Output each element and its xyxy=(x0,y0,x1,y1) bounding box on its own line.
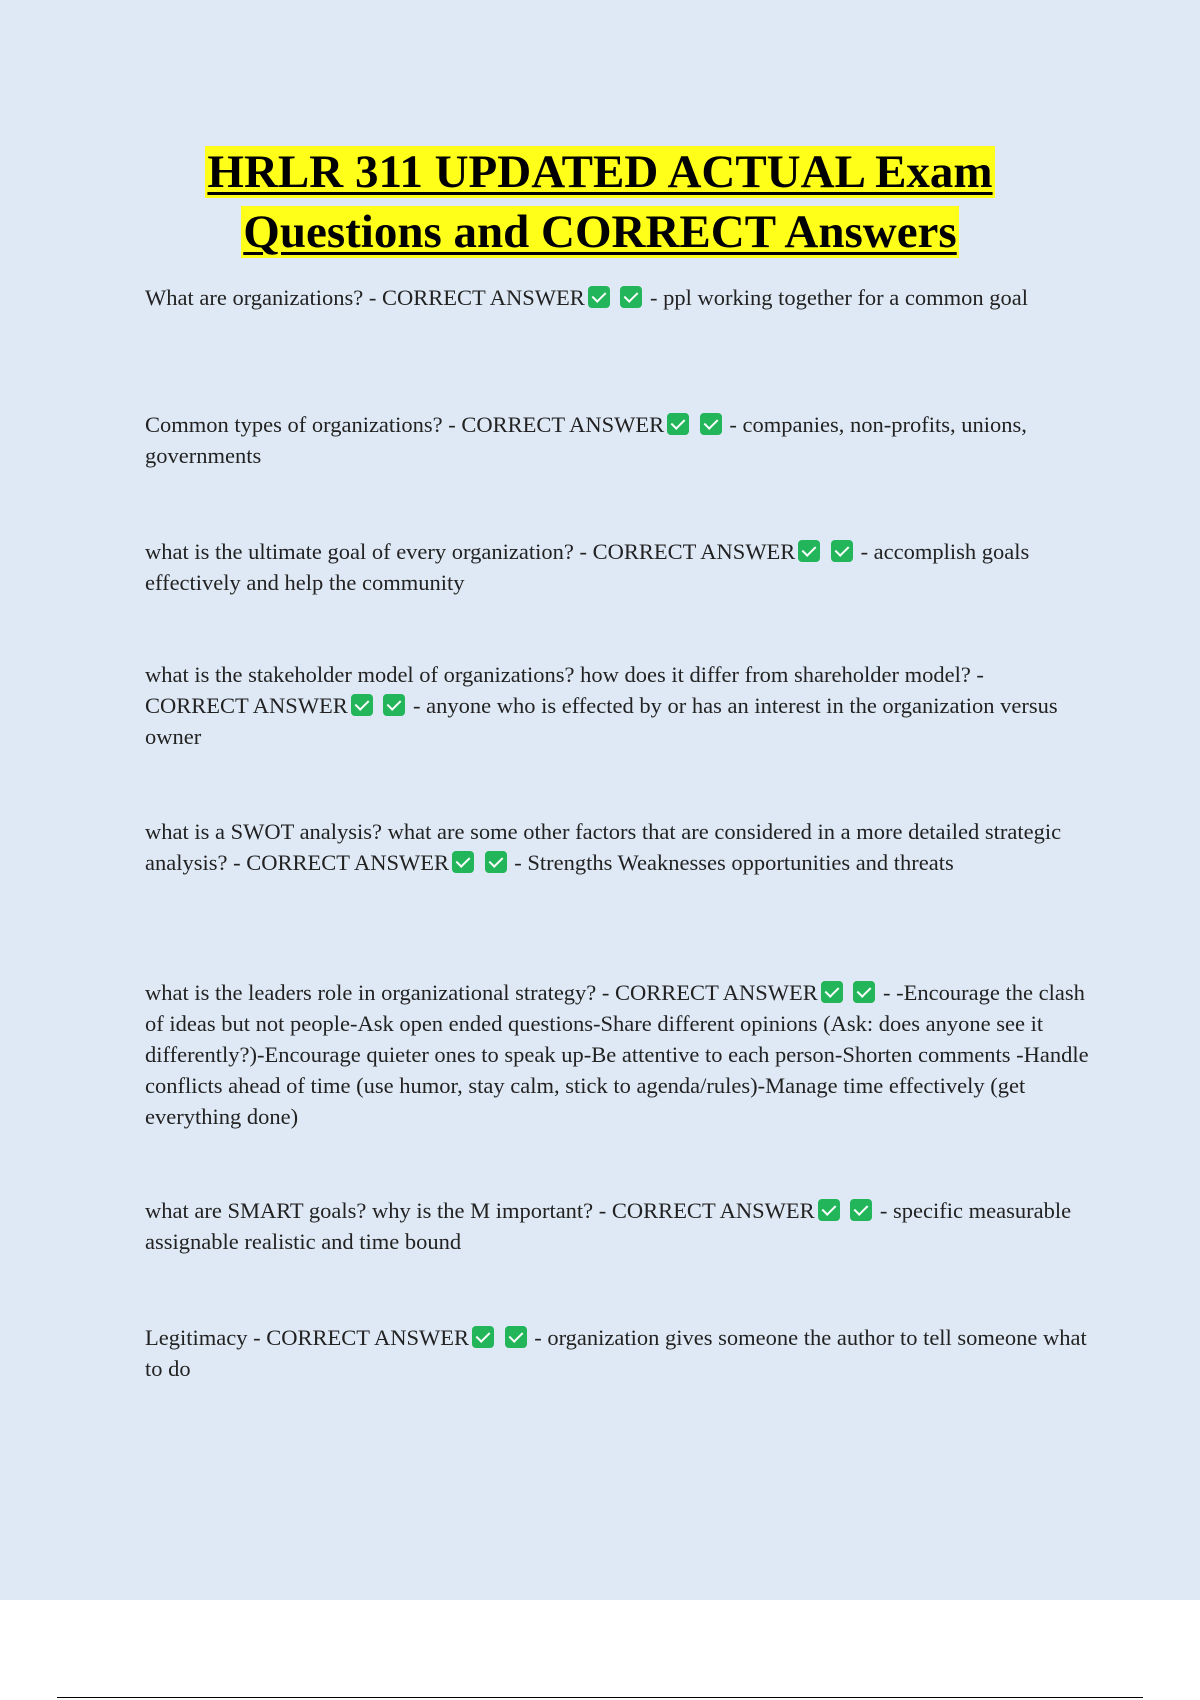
question-text: What are organizations? - xyxy=(145,285,382,310)
document-title xyxy=(0,142,1200,262)
question-text: Common types of organizations? - xyxy=(145,412,462,437)
answer-marker: CORRECT ANSWER xyxy=(592,539,796,564)
footer-divider xyxy=(57,1697,1143,1698)
question-text: what is the stakeholder model of organizations? how does it differ from shareholder model? - xyxy=(145,662,984,687)
question-text: what is a SWOT analysis? what are some other factors that are considered in a more detailed strategic analysis? - xyxy=(145,819,1062,875)
green-check-icon xyxy=(831,540,853,562)
qa-item-3 xyxy=(145,536,1090,598)
green-check-icon xyxy=(850,1199,872,1221)
qa-item-8 xyxy=(145,1322,1090,1384)
qa-item-4 xyxy=(145,659,1090,752)
answer-marker: CORRECT ANSWER xyxy=(611,1198,815,1223)
green-check-icon xyxy=(667,413,689,435)
green-check-icon xyxy=(485,851,507,873)
green-check-icon xyxy=(818,1199,840,1221)
answer-text: - anyone who is effected by or has an interest in the organization versus owner xyxy=(145,693,1058,749)
qa-item-5 xyxy=(145,816,1090,878)
question-text: Legitimacy - xyxy=(145,1325,267,1350)
question-text: what is the ultimate goal of every organization? - xyxy=(145,539,593,564)
answer-text: - accomplish goals effectively and help the community xyxy=(145,539,1030,595)
green-check-icon xyxy=(821,981,843,1003)
green-check-icon xyxy=(505,1326,527,1348)
answer-text: - companies, non-profits, unions, governments xyxy=(145,412,1027,468)
title-line-2: Questions and CORRECT Answers xyxy=(243,206,957,258)
answer-text: - organization gives someone the author to tell someone what to do xyxy=(145,1325,1087,1381)
qa-item-6 xyxy=(145,977,1090,1132)
answer-marker: CORRECT ANSWER xyxy=(381,285,585,310)
answer-marker: CORRECT ANSWER xyxy=(246,850,449,875)
qa-item-1 xyxy=(145,282,1090,313)
green-check-icon xyxy=(853,981,875,1003)
title-line-1: HRLR 311 UPDATED ACTUAL Exam xyxy=(207,146,993,198)
answer-marker: CORRECT ANSWER xyxy=(615,980,818,1005)
answer-text: - specific measurable assignable realistic and time bound xyxy=(145,1198,1072,1254)
green-check-icon xyxy=(351,694,373,716)
green-check-icon xyxy=(452,851,474,873)
green-check-icon xyxy=(472,1326,494,1348)
answer-text: - ppl working together for a common goal xyxy=(644,285,1029,310)
answer-marker: CORRECT ANSWER xyxy=(266,1325,469,1350)
question-text: what are SMART goals? why is the M important? - xyxy=(145,1198,612,1223)
green-check-icon xyxy=(620,286,642,308)
question-text: what is the leaders role in organizational strategy? - xyxy=(145,980,616,1005)
green-check-icon xyxy=(700,413,722,435)
green-check-icon xyxy=(588,286,610,308)
answer-text: - -Encourage the clash of ideas but not people-Ask open ended questions-Share different opinions (Ask: does anyone see it differently?)-Encourage quieter ones to speak up-Be attentive to each person-Shorten comments -Handle conflicts ahead of time (use humor, stay calm, stick to agenda/rules)-Manage time effectively (get everything done) xyxy=(145,980,1089,1129)
answer-marker: CORRECT ANSWER xyxy=(145,693,348,718)
green-check-icon xyxy=(798,540,820,562)
answer-marker: CORRECT ANSWER xyxy=(461,412,665,437)
qa-item-2 xyxy=(145,409,1090,471)
qa-item-7 xyxy=(145,1195,1090,1257)
answer-text: - Strengths Weaknesses opportunities and threats xyxy=(508,850,954,875)
green-check-icon xyxy=(383,694,405,716)
